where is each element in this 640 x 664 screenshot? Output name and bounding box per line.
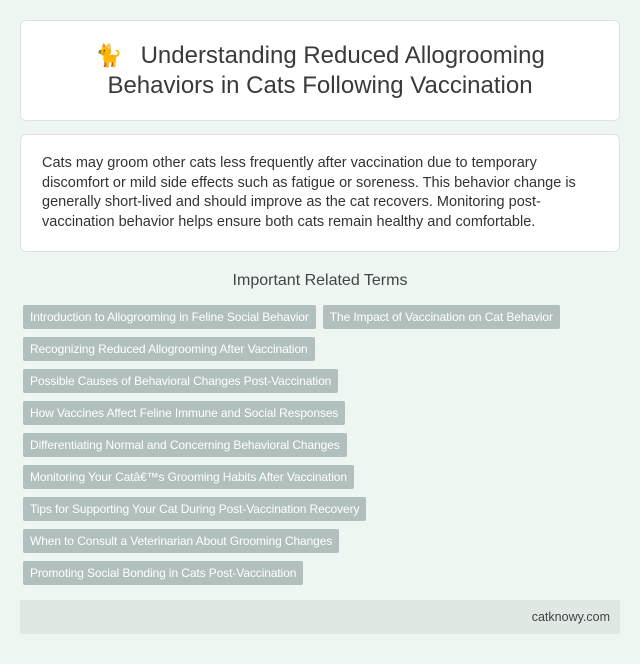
- term-row: [23, 529, 623, 553]
- related-terms-list: [23, 305, 623, 593]
- term-tag[interactable]: Promoting Social Bonding in Cats Post-Vaccination: [23, 561, 303, 585]
- term-tag[interactable]: The Impact of Vaccination on Cat Behavior: [323, 305, 560, 329]
- term-tag[interactable]: How Vaccines Affect Feline Immune and Social Responses: [23, 401, 345, 425]
- footer-site-name[interactable]: catknowy.com: [531, 610, 610, 624]
- description-card: [20, 134, 620, 252]
- term-tag[interactable]: Possible Causes of Behavioral Changes Post-Vaccination: [23, 369, 338, 393]
- page-title: [51, 41, 589, 101]
- page-title-text: Understanding Reduced Allogrooming Behaviors in Cats Following Vaccination: [107, 41, 545, 99]
- term-row: [23, 337, 623, 361]
- term-tag[interactable]: Recognizing Reduced Allogrooming After Vaccination: [23, 337, 315, 361]
- term-row: [23, 433, 623, 457]
- term-row: [23, 497, 623, 521]
- term-row: [23, 305, 623, 329]
- related-terms-heading: Important Related Terms: [232, 272, 408, 289]
- footer: [20, 600, 620, 634]
- term-tag[interactable]: Monitoring Your Catâ€™s Grooming Habits After Vaccination: [23, 465, 354, 489]
- description-text: Cats may groom other cats less frequently after vaccination due to temporary discomfort or mild side effects such as fatigue or soreness. This behavior change is generally short-lived and should improve as the cat recovers. Monitoring post-vaccination behavior helps ensure both cats remain healthy and comfortable.: [42, 155, 576, 230]
- term-tag[interactable]: Tips for Supporting Your Cat During Post-Vaccination Recovery: [23, 497, 366, 521]
- term-tag[interactable]: Introduction to Allogrooming in Feline Social Behavior: [23, 305, 316, 329]
- term-row: [23, 465, 623, 489]
- term-tag[interactable]: Differentiating Normal and Concerning Behavioral Changes: [23, 433, 347, 457]
- term-row: [23, 369, 623, 393]
- cat-icon: 🐈: [95, 42, 123, 68]
- term-row: [23, 401, 623, 425]
- term-tag[interactable]: When to Consult a Veterinarian About Grooming Changes: [23, 529, 339, 553]
- title-card: [20, 20, 620, 121]
- term-row: [23, 561, 623, 585]
